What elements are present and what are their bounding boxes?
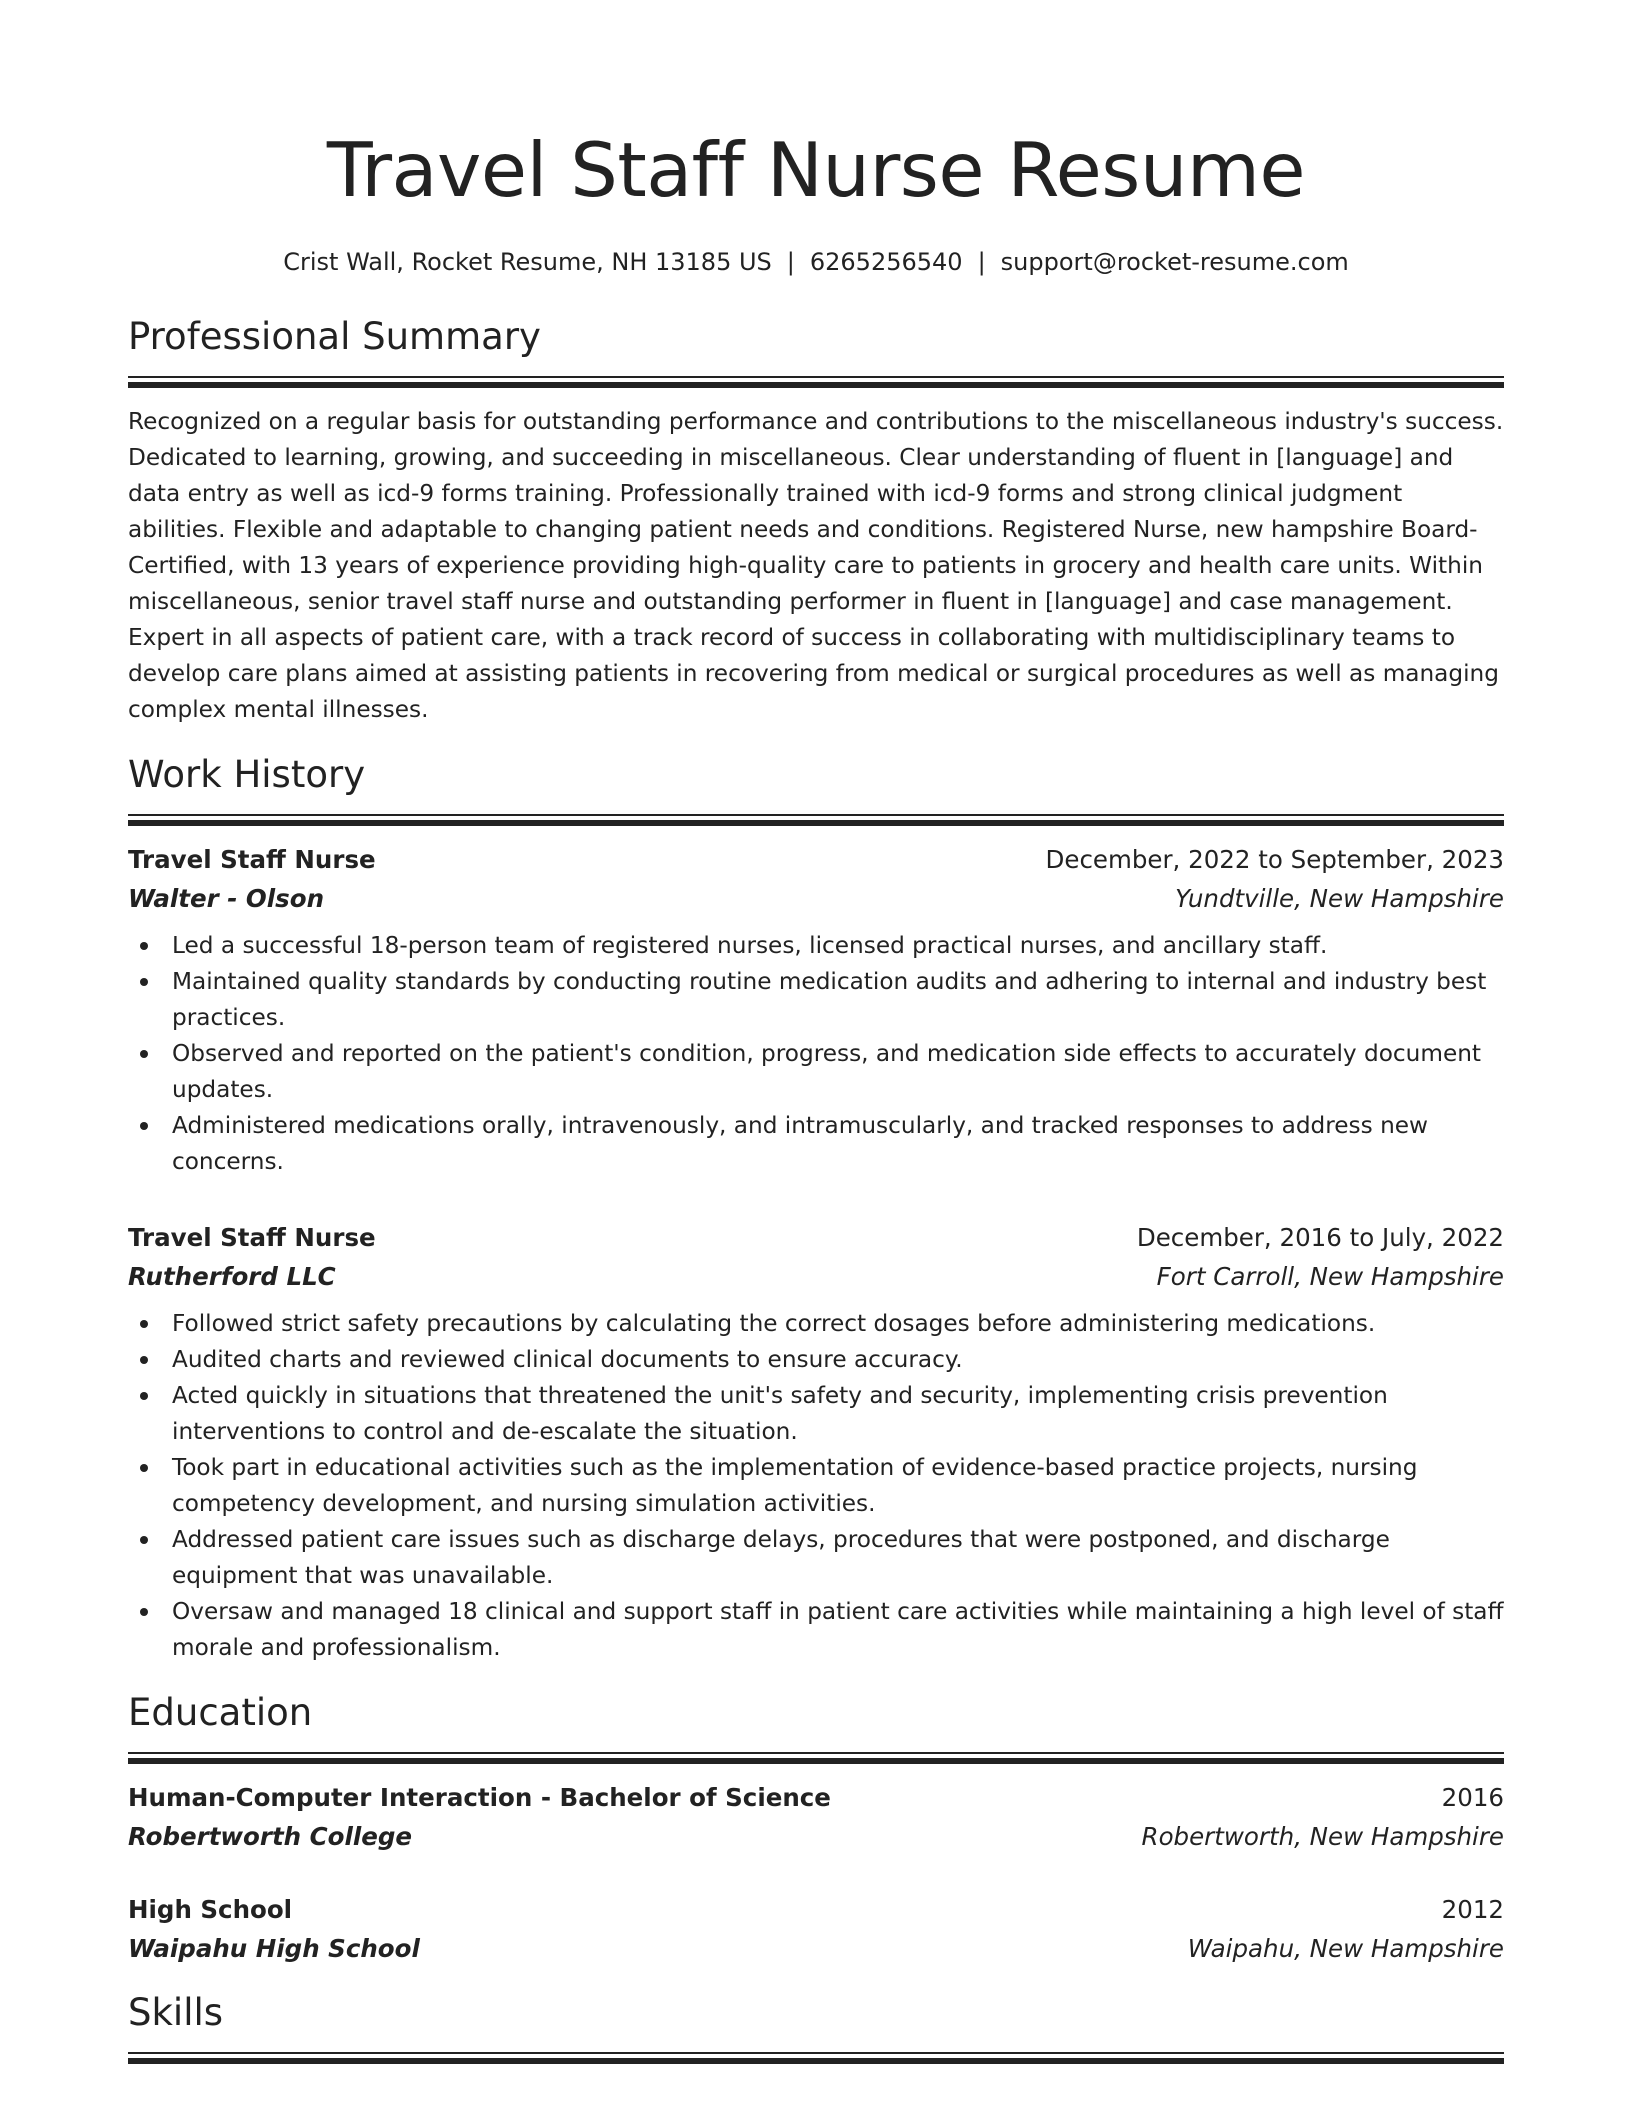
contact-separator: | <box>786 248 795 276</box>
job-title-row <box>128 1218 1504 1257</box>
resume-title: Travel Staff Nurse Resume <box>326 126 1306 214</box>
education-entry <box>128 1890 1504 1968</box>
summary-section <box>128 314 1504 728</box>
job-bullet: Maintained quality standards by conducting routine medication audits and adhering to internal and industry best practices. <box>128 964 1504 1036</box>
job-bullet: Oversaw and managed 18 clinical and support staff in patient care activities while maintaining a high level of staff morale and professionalism. <box>128 1594 1504 1666</box>
section-divider <box>128 1752 1504 1764</box>
job-title-row <box>128 840 1504 879</box>
education-section <box>128 1690 1504 1968</box>
job-bullet: Acted quickly in situations that threatened the unit's safety and security, implementing crisis prevention interventions to control and de-escalate the situation. <box>128 1378 1504 1450</box>
education-school: Waipahu High School <box>128 1934 420 1963</box>
job-company-row <box>128 1257 1504 1296</box>
job-bullet: Observed and reported on the patient's condition, progress, and medication side effects to accurately document updates. <box>128 1036 1504 1108</box>
education-location: Robertworth, New Hampshire <box>1141 1822 1504 1851</box>
job-title: Travel Staff Nurse <box>128 1223 376 1252</box>
job-bullet: Administered medications orally, intravenously, and intramuscularly, and tracked responses to address new concerns. <box>128 1108 1504 1180</box>
education-degree: High School <box>128 1895 293 1924</box>
education-school-row <box>128 1929 1504 1968</box>
section-divider <box>128 376 1504 388</box>
summary-text: Recognized on a regular basis for outstanding performance and contributions to the miscellaneous industry's success. Dedicated to learning, growing, and succeeding in miscellaneous. Clear understanding of fluent in [language] and data entry as well as icd-9 forms training. Professionally trained with icd-9 forms and strong clinical judgment abilities. Flexible and adaptable to changing patient needs and conditions. Registered Nurse, new hampshire Board-Certified, with 13 years of experience providing high-quality care to patients in grocery and health care units. Within miscellaneous, senior travel staff nurse and outstanding performer in fluent in [language] and case management. Expert in all aspects of patient care, with a track record of success in collaborating with multidisciplinary teams to develop care plans aimed at assisting patients in recovering from medical or surgical procedures as well as managing complex mental illnesses. <box>128 408 1504 723</box>
contact-line <box>128 246 1504 278</box>
job-bullet: Took part in educational activities such as the implementation of evidence-based practice projects, nursing competency development, and nursing simulation activities. <box>128 1450 1504 1522</box>
education-school: Robertworth College <box>128 1822 413 1851</box>
summary-heading: Professional Summary <box>128 315 541 358</box>
job-bullets <box>128 1306 1504 1666</box>
education-degree-row <box>128 1890 1504 1929</box>
education-entry <box>128 1778 1504 1856</box>
job-bullet: Audited charts and reviewed clinical documents to ensure accuracy. <box>128 1342 1504 1378</box>
job-entry <box>128 1218 1504 1666</box>
job-bullet: Led a successful 18-person team of registered nurses, licensed practical nurses, and ancillary staff. <box>128 928 1504 964</box>
job-title: Travel Staff Nurse <box>128 845 376 874</box>
education-degree: Human-Computer Interaction - Bachelor of Science <box>128 1783 831 1812</box>
job-bullet: Followed strict safety precautions by calculating the correct dosages before administering medications. <box>128 1306 1504 1342</box>
job-dates: December, 2016 to July, 2022 <box>1136 1223 1504 1252</box>
job-company-row <box>128 879 1504 918</box>
education-school-row <box>128 1817 1504 1856</box>
job-company: Walter - Olson <box>128 884 325 913</box>
job-bullets <box>128 928 1504 1180</box>
education-year: 2012 <box>1441 1895 1504 1924</box>
contact-email: support@rocket-resume.com <box>1000 248 1349 276</box>
job-location: Fort Carroll, New Hampshire <box>1156 1262 1504 1291</box>
work-history-section <box>128 752 1504 1666</box>
education-heading: Education <box>128 1691 313 1734</box>
job-entry <box>128 840 1504 1180</box>
skills-section <box>128 1990 1504 2064</box>
skills-heading: Skills <box>128 1991 224 2034</box>
job-company: Rutherford LLC <box>128 1262 336 1291</box>
education-degree-row <box>128 1778 1504 1817</box>
section-divider <box>128 814 1504 826</box>
section-divider <box>128 2052 1504 2064</box>
education-location: Waipahu, New Hampshire <box>1187 1934 1504 1963</box>
education-year: 2016 <box>1441 1783 1504 1812</box>
job-bullet: Addressed patient care issues such as discharge delays, procedures that were postponed, and discharge equipment that was unavailable. <box>128 1522 1504 1594</box>
job-location: Yundtville, New Hampshire <box>1175 884 1504 913</box>
contact-phone: 6265256540 <box>809 248 963 276</box>
job-dates: December, 2022 to September, 2023 <box>1045 845 1504 874</box>
contact-address: Crist Wall, Rocket Resume, NH 13185 US <box>283 248 772 276</box>
work-history-heading: Work History <box>128 753 366 796</box>
contact-separator: | <box>977 248 986 276</box>
